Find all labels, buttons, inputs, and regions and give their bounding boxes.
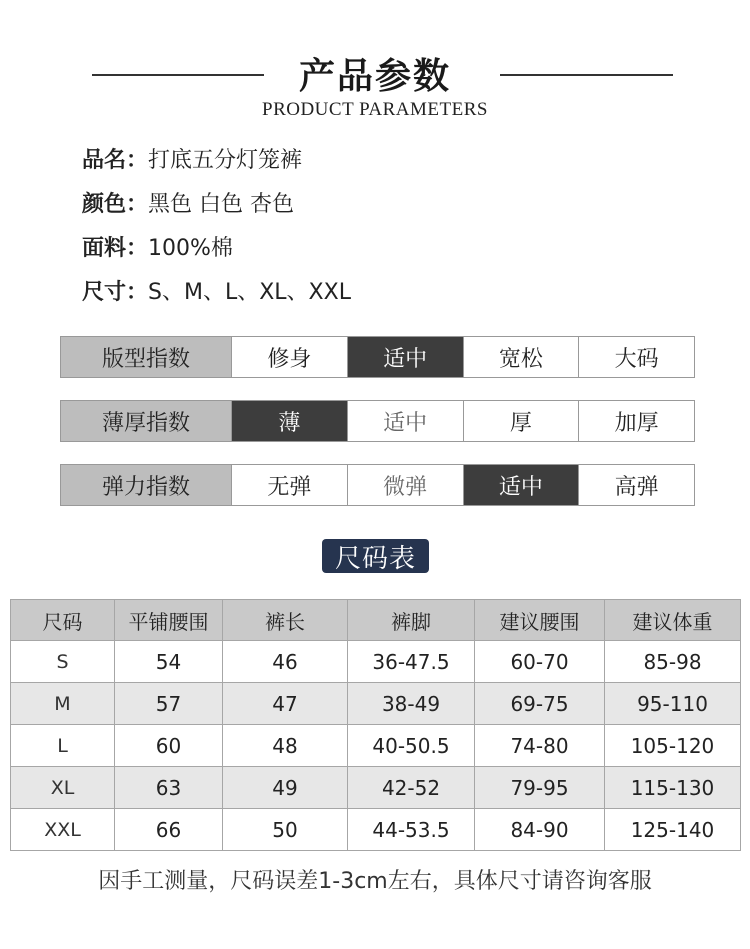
thickness-option-thin[interactable]: 薄 xyxy=(232,401,348,441)
param-size xyxy=(82,275,351,306)
table-cell: 50 xyxy=(223,809,348,851)
param-fabric xyxy=(82,231,233,262)
header-suggested-waist: 建议腰围 xyxy=(475,600,605,641)
param-color xyxy=(82,187,294,218)
table-row xyxy=(11,683,741,725)
elasticity-option-moderate[interactable]: 适中 xyxy=(464,465,580,505)
param-color-value: 黑色 白色 杏色 xyxy=(148,192,295,217)
table-cell: 115-130 xyxy=(605,767,741,809)
table-cell: 44-53.5 xyxy=(348,809,475,851)
elasticity-index-row xyxy=(60,464,695,506)
thickness-index-label: 薄厚指数 xyxy=(61,401,232,441)
header-suggested-weight: 建议体重 xyxy=(605,600,741,641)
table-cell: 69-75 xyxy=(475,683,605,725)
param-size-value: S、M、L、XL、XXL xyxy=(148,280,351,305)
param-name xyxy=(82,143,302,174)
param-fabric-key: 面料： xyxy=(82,236,149,261)
table-cell: 84-90 xyxy=(475,809,605,851)
fit-index-row xyxy=(60,336,695,378)
table-cell: 85-98 xyxy=(605,641,741,683)
table-cell: 36-47.5 xyxy=(348,641,475,683)
thickness-index-row xyxy=(60,400,695,442)
table-cell: XL xyxy=(11,767,115,809)
table-cell: 42-52 xyxy=(348,767,475,809)
table-cell: 95-110 xyxy=(605,683,741,725)
table-cell: 66 xyxy=(115,809,223,851)
thickness-option-thick[interactable]: 厚 xyxy=(464,401,580,441)
param-name-value: 打底五分灯笼裤 xyxy=(148,148,303,173)
table-row xyxy=(11,641,741,683)
header-size: 尺码 xyxy=(11,600,115,641)
table-cell: 57 xyxy=(115,683,223,725)
table-cell: XXL xyxy=(11,809,115,851)
table-row xyxy=(11,809,741,851)
param-name-key: 品名： xyxy=(82,148,149,173)
table-row xyxy=(11,725,741,767)
param-color-key: 颜色： xyxy=(82,192,149,217)
param-fabric-value: 100%棉 xyxy=(148,236,233,261)
measurement-note: 因手工测量，尺码误差1-3cm左右，具体尺寸请咨询客服 xyxy=(98,869,652,894)
table-cell: 46 xyxy=(223,641,348,683)
table-cell: 49 xyxy=(223,767,348,809)
table-cell: 79-95 xyxy=(475,767,605,809)
table-cell: S xyxy=(11,641,115,683)
fit-option-plus[interactable]: 大码 xyxy=(579,337,694,377)
elasticity-option-slight[interactable]: 微弹 xyxy=(348,465,464,505)
table-cell: 60 xyxy=(115,725,223,767)
header-flat-waist: 平铺腰围 xyxy=(115,600,223,641)
table-cell: 74-80 xyxy=(475,725,605,767)
header-hem: 裤脚 xyxy=(348,600,475,641)
elasticity-option-none[interactable]: 无弹 xyxy=(232,465,348,505)
table-cell: 63 xyxy=(115,767,223,809)
table-cell: 54 xyxy=(115,641,223,683)
header-length: 裤长 xyxy=(223,600,348,641)
table-cell: 40-50.5 xyxy=(348,725,475,767)
table-cell: 105-120 xyxy=(605,725,741,767)
thickness-option-medium[interactable]: 适中 xyxy=(348,401,464,441)
elasticity-index-label: 弹力指数 xyxy=(61,465,232,505)
page-title: 产品参数 xyxy=(298,56,451,97)
table-cell: 48 xyxy=(223,725,348,767)
table-cell: 47 xyxy=(223,683,348,725)
param-size-key: 尺寸： xyxy=(82,280,149,305)
table-cell: 60-70 xyxy=(475,641,605,683)
table-cell: L xyxy=(11,725,115,767)
page-subtitle: PRODUCT PARAMETERS xyxy=(262,99,488,120)
fit-index-label: 版型指数 xyxy=(61,337,232,377)
fit-option-regular[interactable]: 适中 xyxy=(348,337,464,377)
size-chart-title: 尺码表 xyxy=(322,539,429,573)
thickness-option-extra-thick[interactable]: 加厚 xyxy=(579,401,694,441)
table-cell: M xyxy=(11,683,115,725)
table-row xyxy=(11,767,741,809)
elasticity-option-high[interactable]: 高弹 xyxy=(579,465,694,505)
table-cell: 125-140 xyxy=(605,809,741,851)
table-header-row xyxy=(11,600,741,641)
table-cell: 38-49 xyxy=(348,683,475,725)
size-chart-table xyxy=(10,599,741,851)
fit-option-loose[interactable]: 宽松 xyxy=(464,337,580,377)
fit-option-slim[interactable]: 修身 xyxy=(232,337,348,377)
